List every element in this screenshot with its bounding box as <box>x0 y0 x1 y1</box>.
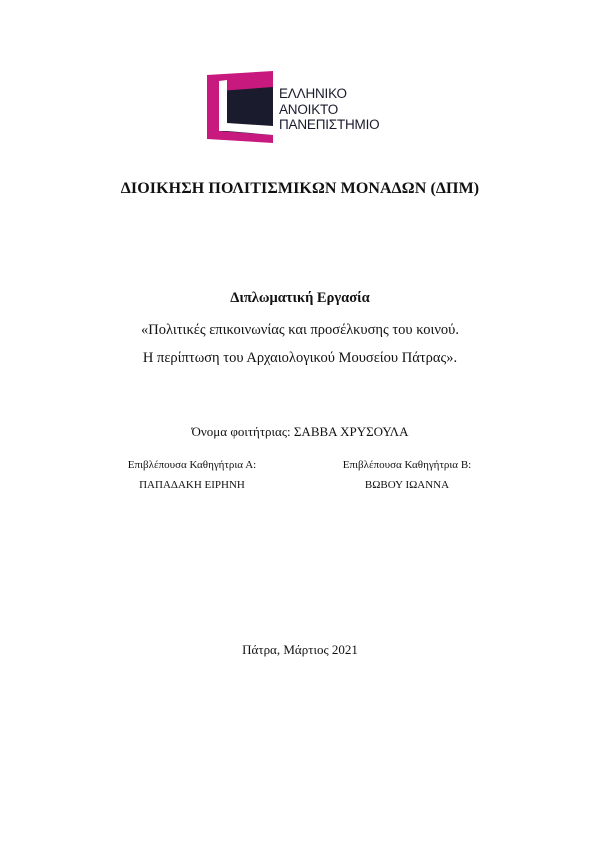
logo-line-3: ΠΑΝΕΠΙΣΤΗΜΙΟ <box>279 117 380 132</box>
supervisor-a <box>107 459 277 491</box>
place-date: Πάτρα, Μάρτιος 2021 <box>242 642 358 657</box>
logo-line-1: ΕΛΛΗΝΙΚΟ <box>279 86 347 101</box>
university-logo-icon <box>207 71 275 143</box>
supervisor-b-name: ΒΩΒΟΥ ΙΩΑΝΝΑ <box>364 479 450 491</box>
university-logo <box>207 71 397 143</box>
thesis-type: Διπλωματική Εργασία <box>230 290 370 306</box>
thesis-title-line-1: «Πολιτικές επικοινωνίας και προσέλκυσης του κοινού. <box>141 322 459 338</box>
supervisor-b-role: Επιβλέπουσα Καθηγήτρια Β: <box>342 459 472 471</box>
logo-line-2: ΑΝΟΙΚΤΟ <box>279 101 339 117</box>
thesis-title-line-2: Η περίπτωση του Αρχαιολογικού Μουσείου Πάτρας». <box>142 350 458 366</box>
supervisor-a-role: Επιβλέπουσα Καθηγήτρια Α: <box>127 459 257 471</box>
supervisor-a-name: ΠΑΠΑΔΑΚΗ ΕΙΡΗΝΗ <box>139 479 245 491</box>
supervisor-b <box>322 459 492 491</box>
student-name: Όνομα φοιτήτριας: ΣΑΒΒΑ ΧΡΥΣΟΥΛΑ <box>191 424 409 439</box>
thesis-title <box>0 316 600 372</box>
university-name <box>279 86 379 133</box>
department-title: ΔΙΟΙΚΗΣΗ ΠΟΛΙΤΙΣΜΙΚΩΝ ΜΟΝΑΔΩΝ (ΔΠΜ) <box>120 180 480 197</box>
